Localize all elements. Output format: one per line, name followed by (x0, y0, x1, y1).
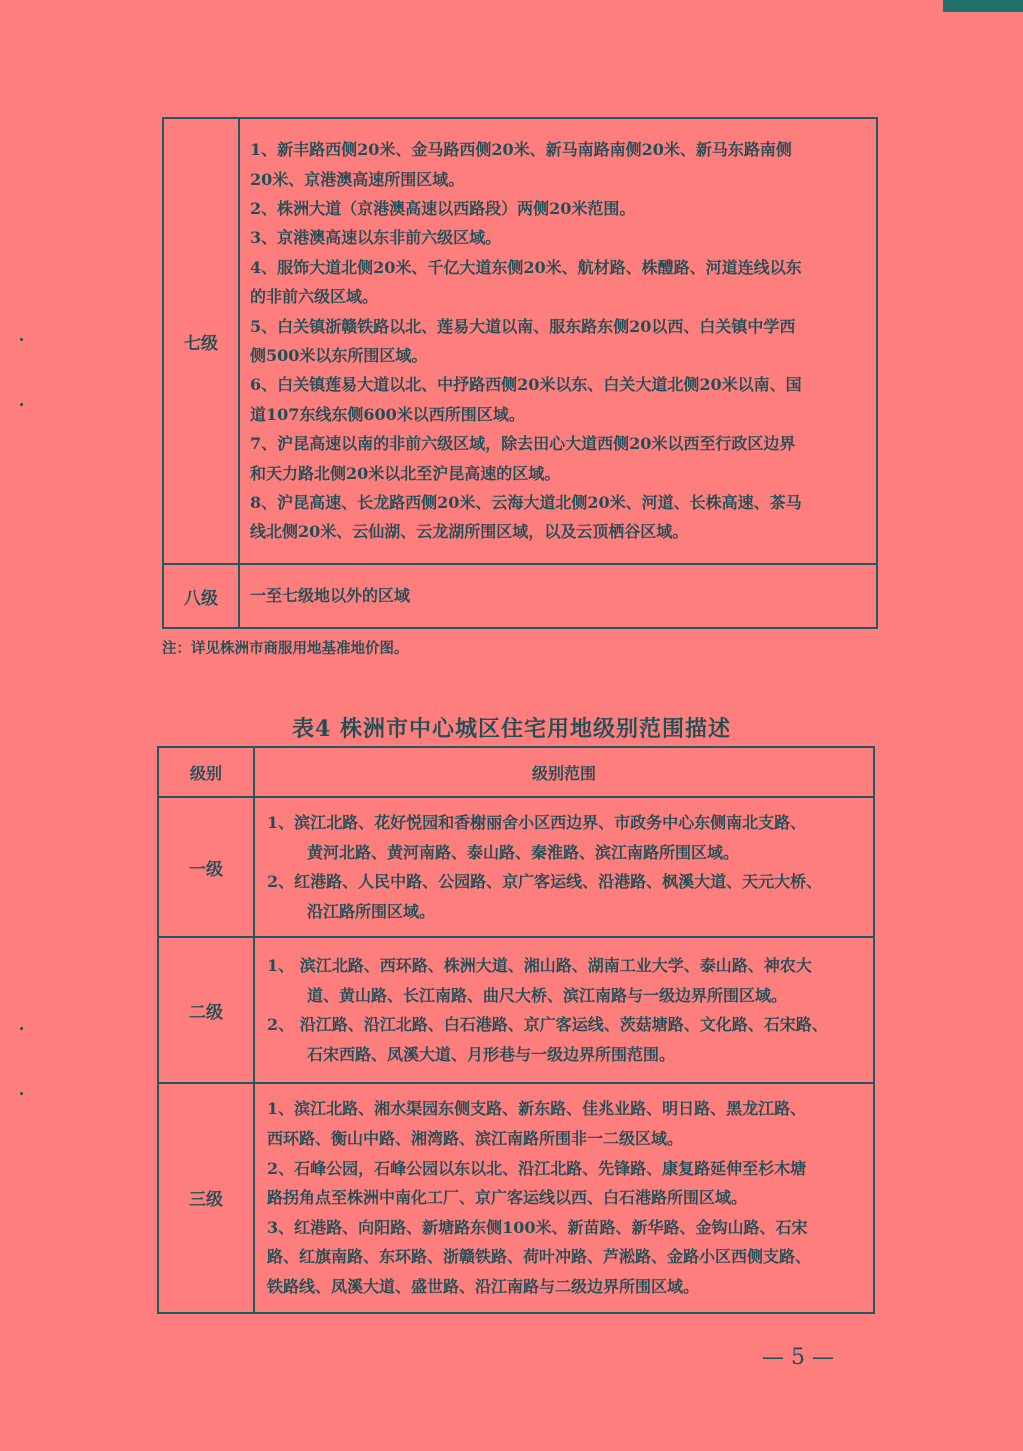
residential-land-level-table (157, 746, 875, 1314)
range-line: 2、 沿江路、沿江北路、白石港路、京广客运线、茨菇塘路、文化路、石宋路、 (267, 1015, 828, 1035)
header-level: 级别 (158, 747, 254, 797)
table-row (158, 1083, 874, 1312)
range-cell (254, 797, 874, 937)
range-line: 2、石峰公园，石峰公园以东以北、沿江北路、先锋路、康复路延伸至杉木塘 (267, 1158, 807, 1178)
range-line: 1、滨江北路、湘水渠园东侧支路、新东路、佳兆业路、明日路、黑龙江路、 (267, 1099, 807, 1119)
range-line: 黄河北路、黄河南路、泰山路、秦淮路、滨江南路所围区域。 (307, 842, 740, 862)
range-line: 沿江路所围区域。 (307, 901, 436, 921)
range-lines (250, 135, 868, 547)
range-line: 1、 滨江北路、西环路、株洲大道、湘山路、湖南工业大学、泰山路、神农大 (267, 956, 812, 976)
commercial-land-level-table (162, 117, 878, 629)
range-line: 8、沪昆高速、长龙路西侧20米、云海大道北侧20米、河道、长株高速、茶马 (250, 493, 802, 513)
table-row (163, 118, 877, 564)
level-cell: 二级 (158, 937, 254, 1083)
range-line: 一至七级地以外的区域 (250, 586, 411, 606)
range-line: 铁路线、凤溪大道、盛世路、沿江南路与二级边界所围区域。 (267, 1276, 700, 1296)
table-header-row (158, 747, 874, 797)
range-cell (239, 564, 877, 628)
level-cell: 八级 (163, 564, 239, 628)
range-cell (254, 937, 874, 1083)
top-edge-strip (943, 0, 1023, 12)
range-line: 的非前六级区域。 (250, 287, 379, 307)
level-cell: 三级 (158, 1083, 254, 1312)
range-line: 1、滨江北路、花好悦园和香榭丽舍小区西边界、市政务中心东侧南北支路、 (267, 813, 807, 832)
level-cell: 七级 (163, 118, 239, 564)
range-line: 2、株洲大道（京港澳高速以西路段）两侧20米范围。 (250, 198, 636, 218)
range-line: 道107东线东侧600米以西所围区域。 (250, 404, 525, 424)
table-row (158, 937, 874, 1083)
range-lines (267, 808, 865, 926)
range-lines (267, 951, 865, 1069)
range-cell (254, 1083, 874, 1312)
range-line: 3、京港澳高速以东非前六级区域。 (250, 228, 502, 248)
level-cell: 一级 (158, 797, 254, 937)
range-line: 路拐角点至株洲中南化工厂、京广客运线以西、白石港路所围区域。 (267, 1188, 748, 1208)
range-line: 3、红港路、向阳路、新塘路东侧100米、新苗路、新华路、金钩山路、石宋 (267, 1217, 808, 1237)
header-range: 级别范围 (254, 747, 874, 797)
page-number: — 5 — (762, 1345, 834, 1370)
table-row (158, 797, 874, 937)
table-title: 表4 株洲市中心城区住宅用地级别范围描述 (292, 716, 731, 742)
range-line: 2、红港路、人民中路、公园路、京广客运线、沿港路、枫溪大道、天元大桥、 (267, 872, 823, 892)
scan-mark (20, 1027, 23, 1030)
scan-mark (20, 338, 23, 341)
scan-mark (20, 1092, 23, 1095)
range-line: 20米、京港澳高速所围区域。 (250, 169, 465, 189)
range-line: 西环路、衡山中路、湘湾路、滨江南路所围非一二级区域。 (267, 1128, 684, 1148)
range-line: 路、红旗南路、东环路、浙赣铁路、荷叶冲路、芦淞路、金路小区西侧支路、 (267, 1247, 812, 1267)
range-line: 和天力路北侧20米以北至沪昆高速的区域。 (250, 463, 561, 483)
range-cell (239, 118, 877, 564)
table-row (163, 564, 877, 628)
range-line: 5、白关镇浙赣铁路以北、莲易大道以南、服东路东侧20以西、白关镇中学西 (250, 316, 796, 336)
range-line: 侧500米以东所围区域。 (250, 346, 428, 365)
range-line: 1、新丰路西侧20米、金马路西侧20米、新马南路南侧20米、新马东路南侧 (250, 140, 792, 160)
range-line: 6、白关镇莲易大道以北、中抒路西侧20米以东、白关大道北侧20米以南、国 (250, 375, 802, 395)
scan-mark (20, 403, 23, 406)
range-lines (267, 1094, 865, 1301)
range-lines (250, 581, 868, 610)
range-line: 线北侧20米、云仙湖、云龙湖所围区域，以及云顶栖谷区域。 (250, 522, 689, 542)
table-note: 注：详见株洲市商服用地基准地价图。 (162, 640, 409, 657)
range-line: 7、沪昆高速以南的非前六级区域，除去田心大道西侧20米以西至行政区边界 (250, 434, 796, 454)
range-line: 石宋西路、凤溪大道、月形巷与一级边界所围范围。 (307, 1044, 676, 1064)
range-line: 道、黄山路、长江南路、曲尺大桥、滨江南路与一级边界所围区域。 (307, 985, 788, 1005)
range-line: 4、服饰大道北侧20米、千亿大道东侧20米、航材路、株醴路、河道连线以东 (250, 257, 802, 277)
